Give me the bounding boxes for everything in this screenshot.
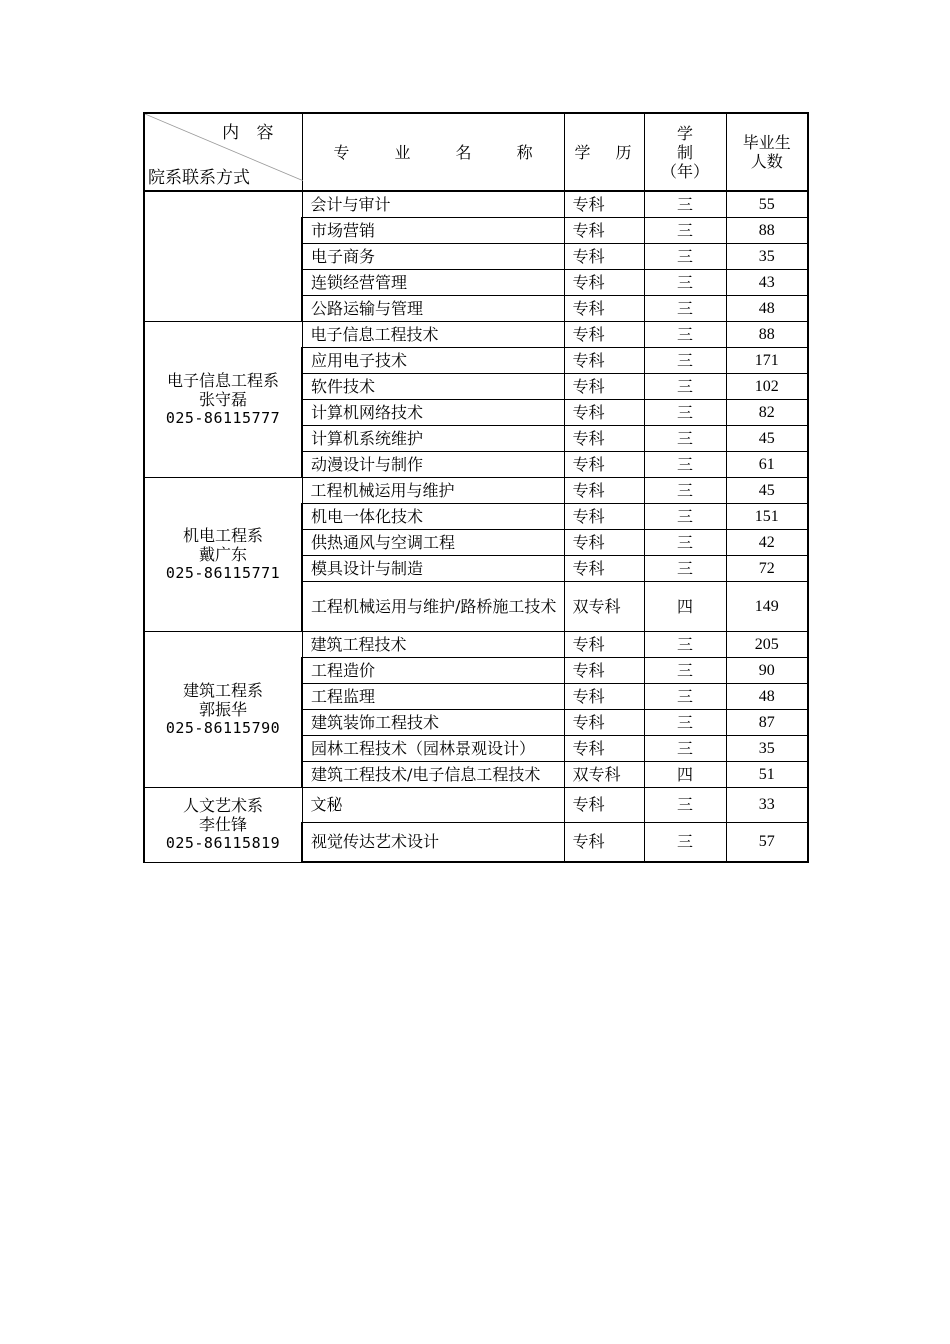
table-row (144, 787, 808, 822)
education-level: 专科 (564, 217, 644, 243)
header-years: 学 制 （年） (644, 113, 726, 191)
study-years: 三 (644, 503, 726, 529)
education-level: 专科 (564, 735, 644, 761)
study-years: 三 (644, 321, 726, 347)
major-name: 建筑装饰工程技术 (302, 709, 564, 735)
header-content-label: 内 容 (222, 123, 280, 143)
study-years: 三 (644, 269, 726, 295)
study-years: 三 (644, 191, 726, 217)
study-years: 三 (644, 243, 726, 269)
department-cell (144, 321, 302, 477)
graduate-count: 45 (726, 477, 808, 503)
education-level: 专科 (564, 243, 644, 269)
graduate-count: 55 (726, 191, 808, 217)
major-name: 工程监理 (302, 683, 564, 709)
department-name: 机电工程系 (182, 525, 263, 545)
graduate-count: 205 (726, 631, 808, 657)
contact-person: 戴广东 (198, 544, 247, 564)
major-name: 建筑工程技术 (302, 631, 564, 657)
study-years: 三 (644, 709, 726, 735)
study-years: 四 (644, 581, 726, 631)
education-level: 专科 (564, 503, 644, 529)
header-dept-contact-label: 院系联系方式 (148, 168, 250, 188)
major-name: 供热通风与空调工程 (302, 529, 564, 555)
study-years: 三 (644, 477, 726, 503)
study-years: 三 (644, 555, 726, 581)
major-name: 会计与审计 (302, 191, 564, 217)
education-level: 专科 (564, 709, 644, 735)
study-years: 三 (644, 373, 726, 399)
education-level: 专科 (564, 529, 644, 555)
education-level: 双专科 (564, 761, 644, 787)
graduate-count: 88 (726, 217, 808, 243)
education-level: 专科 (564, 631, 644, 657)
contact-person: 李仕锋 (198, 815, 247, 834)
graduates-table (143, 112, 809, 863)
major-name: 机电一体化技术 (302, 503, 564, 529)
education-level: 专科 (564, 555, 644, 581)
graduate-count: 72 (726, 555, 808, 581)
contact-person: 郭振华 (198, 699, 247, 719)
major-name: 软件技术 (302, 373, 564, 399)
major-name: 电子信息工程技术 (302, 321, 564, 347)
study-years: 四 (644, 761, 726, 787)
education-level: 专科 (564, 657, 644, 683)
contact-phone: 025-86115790 (165, 718, 281, 737)
study-years: 三 (644, 451, 726, 477)
graduate-count: 42 (726, 529, 808, 555)
department-cell (144, 631, 302, 787)
major-name: 视觉传达艺术设计 (302, 822, 564, 862)
graduate-count: 57 (726, 822, 808, 862)
department-cell (144, 191, 302, 321)
table-row (144, 321, 808, 347)
header-major: 专 业 名 称 (302, 113, 564, 191)
study-years: 三 (644, 347, 726, 373)
department-name: 建筑工程系 (182, 680, 263, 700)
graduate-count: 151 (726, 503, 808, 529)
graduate-count: 48 (726, 683, 808, 709)
graduate-count: 82 (726, 399, 808, 425)
graduate-count: 35 (726, 243, 808, 269)
header-graduates: 毕业生 人数 (726, 113, 808, 191)
header-education: 学 历 (564, 113, 644, 191)
header-corner-cell (144, 113, 302, 191)
education-level: 专科 (564, 321, 644, 347)
department-cell (144, 477, 302, 631)
study-years: 三 (644, 295, 726, 321)
major-name: 工程造价 (302, 657, 564, 683)
study-years: 三 (644, 631, 726, 657)
contact-phone: 025-86115771 (165, 563, 281, 582)
study-years: 三 (644, 822, 726, 862)
graduate-count: 87 (726, 709, 808, 735)
major-name: 工程机械运用与维护/路桥施工技术 (302, 581, 564, 631)
major-name: 市场营销 (302, 217, 564, 243)
education-level: 专科 (564, 191, 644, 217)
graduate-count: 88 (726, 321, 808, 347)
graduate-count: 43 (726, 269, 808, 295)
study-years: 三 (644, 217, 726, 243)
graduate-count: 48 (726, 295, 808, 321)
graduate-count: 51 (726, 761, 808, 787)
table-row (144, 631, 808, 657)
table-row (144, 191, 808, 217)
education-level: 专科 (564, 477, 644, 503)
education-level: 专科 (564, 347, 644, 373)
education-level: 专科 (564, 295, 644, 321)
study-years: 三 (644, 529, 726, 555)
department-cell (144, 787, 302, 862)
graduate-count: 149 (726, 581, 808, 631)
study-years: 三 (644, 787, 726, 822)
major-name: 建筑工程技术/电子信息工程技术 (302, 761, 564, 787)
graduate-count: 171 (726, 347, 808, 373)
study-years: 三 (644, 735, 726, 761)
major-name: 连锁经营管理 (302, 269, 564, 295)
study-years: 三 (644, 425, 726, 451)
major-name: 公路运输与管理 (302, 295, 564, 321)
department-name: 人文艺术系 (182, 796, 263, 815)
table-header-row (144, 113, 808, 191)
graduate-count: 45 (726, 425, 808, 451)
education-level: 专科 (564, 451, 644, 477)
major-name: 计算机系统维护 (302, 425, 564, 451)
major-name: 应用电子技术 (302, 347, 564, 373)
major-name: 园林工程技术（园林景观设计） (302, 735, 564, 761)
department-name: 电子信息工程系 (166, 370, 279, 390)
study-years: 三 (644, 683, 726, 709)
graduate-count: 61 (726, 451, 808, 477)
education-level: 专科 (564, 269, 644, 295)
major-name: 计算机网络技术 (302, 399, 564, 425)
major-name: 工程机械运用与维护 (302, 477, 564, 503)
major-name: 电子商务 (302, 243, 564, 269)
education-level: 专科 (564, 425, 644, 451)
major-name: 文秘 (302, 787, 564, 822)
graduate-count: 102 (726, 373, 808, 399)
contact-phone: 025-86115819 (165, 834, 281, 852)
education-level: 专科 (564, 373, 644, 399)
graduate-count: 90 (726, 657, 808, 683)
major-name: 动漫设计与制作 (302, 451, 564, 477)
table-row (144, 477, 808, 503)
education-level: 双专科 (564, 581, 644, 631)
contact-person: 张守磊 (198, 389, 247, 409)
study-years: 三 (644, 399, 726, 425)
education-level: 专科 (564, 683, 644, 709)
education-level: 专科 (564, 787, 644, 822)
study-years: 三 (644, 657, 726, 683)
graduate-count: 33 (726, 787, 808, 822)
major-name: 模具设计与制造 (302, 555, 564, 581)
graduate-count: 35 (726, 735, 808, 761)
contact-phone: 025-86115777 (165, 408, 281, 427)
education-level: 专科 (564, 822, 644, 862)
education-level: 专科 (564, 399, 644, 425)
